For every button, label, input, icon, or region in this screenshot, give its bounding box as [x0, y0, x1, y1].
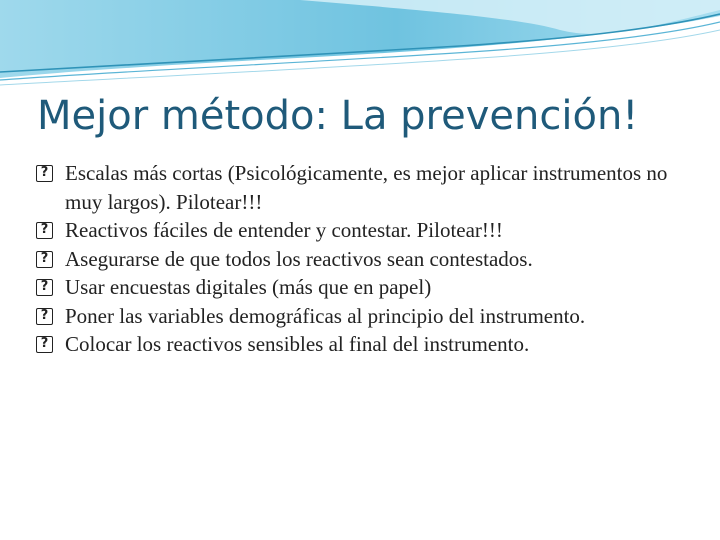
- bullet-text: Escalas más cortas (Psicológicamente, es mejor aplicar instrumentos no muy largos). Pilotear!!!: [65, 161, 668, 214]
- bullet-item: [36, 245, 696, 274]
- bullet-marker-icon: ?: [36, 165, 53, 182]
- bullet-item: [36, 159, 696, 216]
- bullet-text: Asegurarse de que todos los reactivos sean contestados.: [65, 246, 533, 271]
- bullet-text: Poner las variables demográficas al principio del instrumento.: [65, 303, 586, 328]
- bullet-list: [36, 159, 696, 359]
- bullet-marker-icon: ?: [36, 279, 53, 296]
- bullet-item: [36, 273, 696, 302]
- bullet-text: Colocar los reactivos sensibles al final del instrumento.: [65, 332, 530, 356]
- bullet-marker-icon: ?: [36, 308, 53, 325]
- slide-title: Mejor método: La prevención!: [37, 93, 639, 139]
- bullet-marker-icon: ?: [36, 336, 53, 353]
- bullet-item: [36, 302, 696, 331]
- bullet-item: [36, 330, 696, 359]
- bullet-item: [36, 216, 696, 245]
- bullet-text: Usar encuestas digitales (más que en papel): [65, 275, 432, 299]
- bullet-marker-icon: ?: [36, 251, 53, 268]
- bullet-marker-icon: ?: [36, 222, 53, 239]
- bullet-text: Reactivos fáciles de entender y contestar. Pilotear!!!: [65, 218, 503, 242]
- header-wave-decoration: [0, 0, 720, 90]
